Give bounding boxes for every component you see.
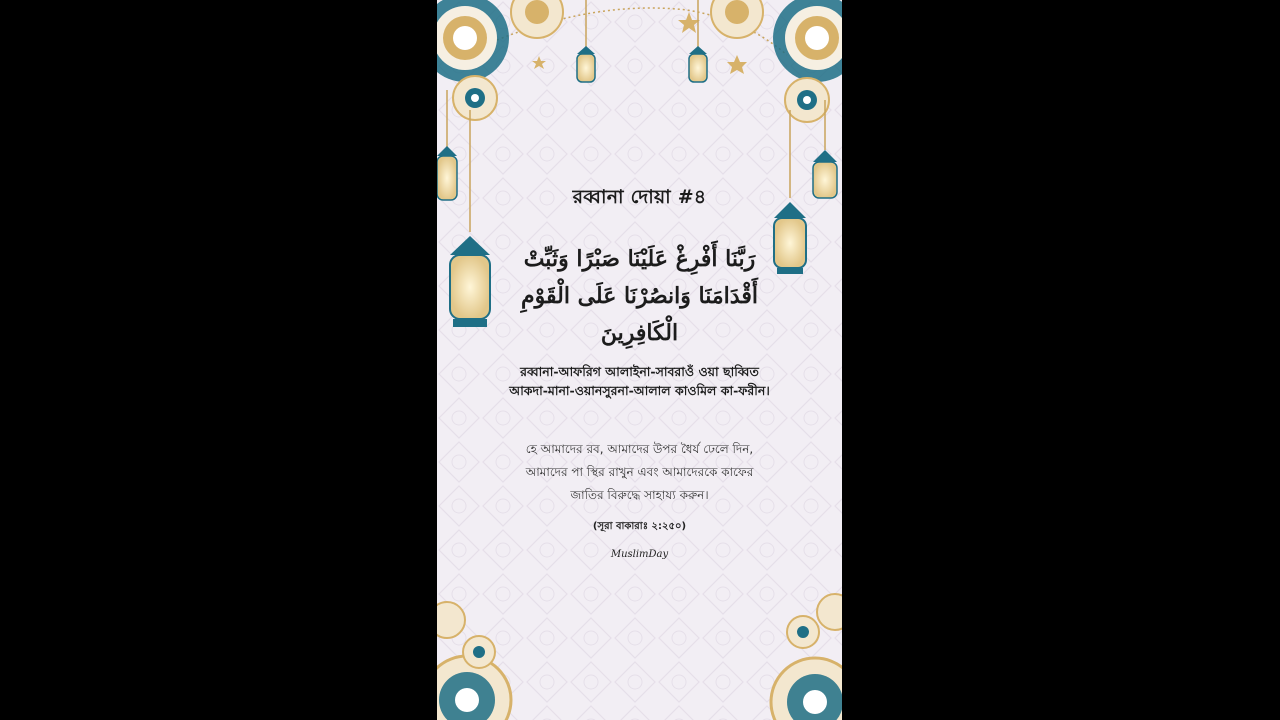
transliteration-text: রব্বানা-আফরিগ আলাইনা-সাবরাওঁ ওয়া ছাব্বিত আকদা-মানা-ওয়ানসুরনা-আলাল কাওমিল কা-ফরীন। bbox=[509, 364, 770, 398]
surah-reference: (সূরা বাকারাঃ ২:২৫০) bbox=[592, 521, 687, 532]
meaning-text: হে আমাদের রব, আমাদের উপর ধৈর্য ঢেলে দিন, আমাদের পা স্থির রাখুন এবং আমাদেরকে কাফের জাতির বিরুদ্ধে সাহায্য করুন। bbox=[525, 442, 754, 502]
signature-logo: MuslimDay bbox=[610, 549, 669, 560]
dua-content bbox=[437, 0, 842, 720]
dua-card bbox=[437, 0, 842, 720]
dua-title: রব্বানা দোয়া #৪ bbox=[572, 186, 707, 208]
arabic-verse: رَبَّنَا أَفْرِغْ عَلَيْنَا صَبْرًا وَثَبِّتْ أَقْدَامَنَا وَانصُرْنَا عَلَى الْقَوْمِ الْكَافِرِينَ bbox=[521, 246, 758, 346]
